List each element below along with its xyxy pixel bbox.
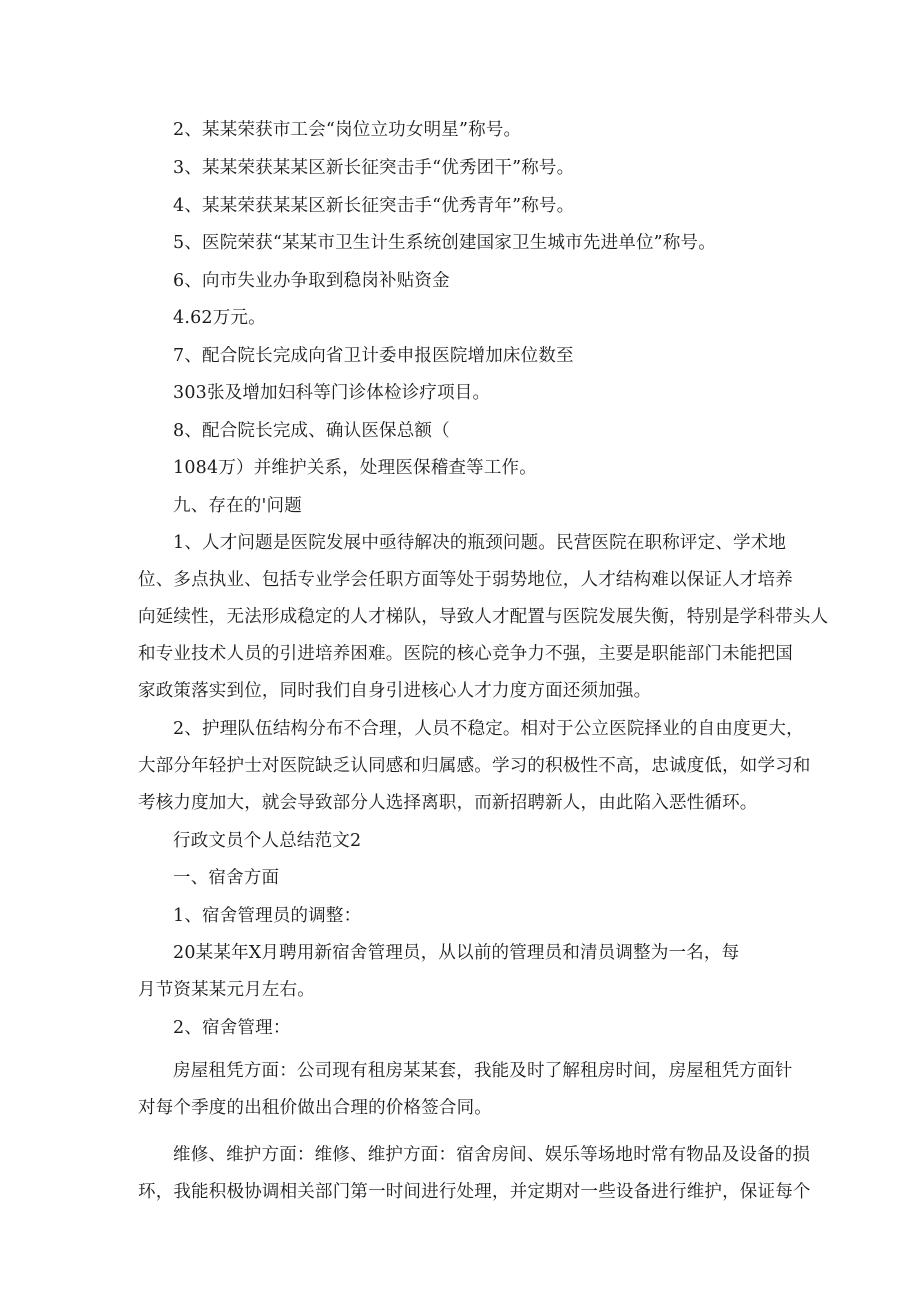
dorm-admin-line-1: 20某某年X月聘用新宿舍管理员，从以前的管理员和清员调整为一名，每	[173, 943, 740, 963]
repair-line-1: 维修、维护方面：维修、维护方面：宿舍房间、娱乐等场地时常有物品及设备的损	[173, 1145, 811, 1165]
rental-line-1: 房屋租凭方面：公司现有租房某某套，我能及时了解租房时间，房屋租凭方面针	[173, 1061, 793, 1081]
problem-1-line-3: 向延续性，无法形成稳定的人才梯队，导致人才配置与医院发展失衡，特别是学科带头人	[138, 607, 829, 627]
award-item-6: 6、向市失业办争取到稳岗补贴资金	[173, 271, 450, 291]
problem-1-line-2: 位、多点执业、包括专业学会任职方面等处于弱势地位，人才结构难以保证人才培养	[138, 570, 793, 590]
award-item-8-cont: 1084万）并维护关系，处理医保稽查等工作。	[173, 458, 537, 478]
section-heading-dorm: 一、宿舍方面	[173, 868, 280, 888]
problem-1-line-1: 1、人才问题是医院发展中亟待解决的瓶颈问题。民营医院在职称评定、学术地	[173, 533, 787, 553]
repair-line-2: 环，我能积极协调相关部门第一时间进行处理，并定期对一些设备进行维护，保证每个	[138, 1182, 811, 1202]
award-item-4: 4、某某荣获某某区新长征突击手“优秀青年”称号。	[173, 196, 575, 216]
subheading-dorm-manage: 2、宿舍管理：	[173, 1018, 291, 1038]
award-item-7: 7、配合院长完成向省卫计委申报医院增加床位数至	[173, 346, 574, 366]
award-item-5: 5、医院荣获“某某市卫生计生系统创建国家卫生城市先进单位”称号。	[173, 233, 716, 253]
award-item-3: 3、某某荣获某某区新长征突击手“优秀团干”称号。	[173, 158, 575, 178]
problem-2-line-2: 大部分年轻护士对医院缺乏认同感和归属感。学习的积极性不高，忠诚度低，如学习和	[138, 756, 811, 776]
award-item-2: 2、某某荣获市工会“岗位立功女明星”称号。	[173, 120, 522, 140]
rental-line-2: 对每个季度的出租价做出合理的价格签合同。	[138, 1098, 492, 1118]
problem-2-line-1: 2、护理队伍结构分布不合理，人员不稳定。相对于公立医院择业的自由度更大，	[173, 719, 804, 739]
award-item-6-cont: 4.62万元。	[173, 308, 266, 328]
award-item-8: 8、配合院长完成、确认医保总额（	[173, 421, 450, 441]
problem-1-line-4: 和专业技术人员的引进培养困难。医院的核心竞争力不强，主要是职能部门未能把国	[138, 644, 793, 664]
award-item-7-cont: 303张及增加妇科等门诊体检诊疗项目。	[173, 383, 491, 403]
essay-title: 行政文员个人总结范文2	[173, 831, 362, 851]
subheading-dorm-admin: 1、宿舍管理员的调整：	[173, 906, 362, 926]
problem-2-line-3: 考核力度加大，就会导致部分人选择离职，而新招聘新人，由此陷入恶性循环。	[138, 793, 758, 813]
dorm-admin-line-2: 月节资某某元月左右。	[138, 980, 315, 1000]
problem-1-line-5: 家政策落实到位，同时我们自身引进核心人才力度方面还须加强。	[138, 681, 652, 701]
section-heading-problems: 九、存在的'问题	[173, 496, 302, 516]
